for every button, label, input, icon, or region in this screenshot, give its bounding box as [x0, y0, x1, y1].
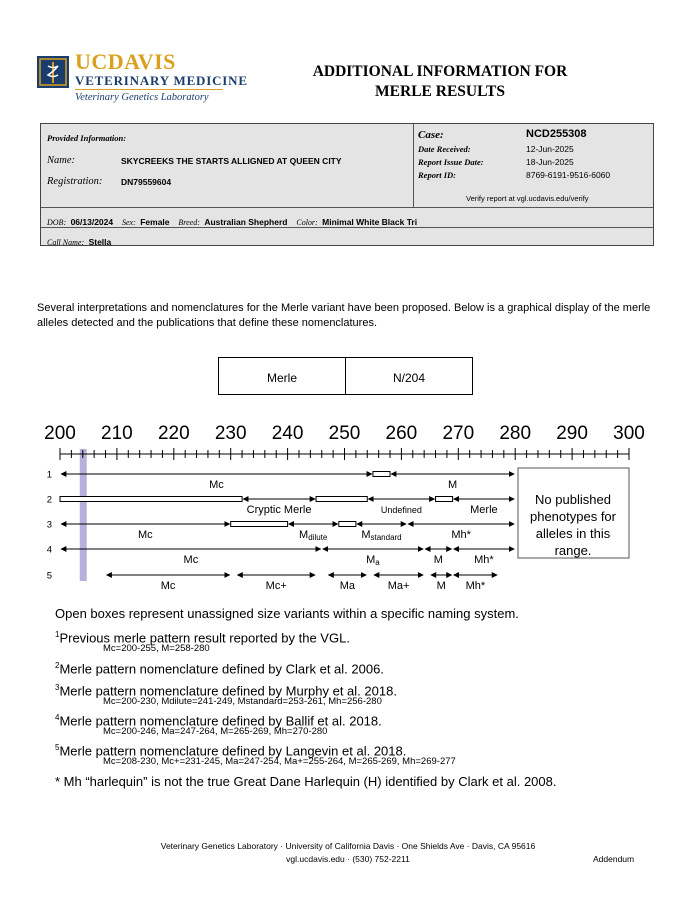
allele-range-label: Merle — [470, 504, 498, 516]
axis-tick-label: 220 — [157, 423, 190, 444]
title-line-2: MERLE RESULTS — [375, 83, 505, 100]
logo-rule — [75, 89, 223, 90]
footnote-3: $^3$Merle pattern nomenclature defined by Murphy et al. 2018. — [55, 683, 397, 699]
dob-value: 06/13/2024 — [70, 217, 114, 227]
allele-range-label: Mc — [183, 554, 199, 566]
breed-value: Australian Shepherd — [204, 217, 288, 227]
footer-address: Veterinary Genetics Laboratory · University of California Davis · One Shields Ave · Davis, CA 95616 — [160, 841, 536, 851]
callname-value: Stella — [88, 237, 112, 247]
report-issue-value: 18-Jun-2025 — [526, 157, 574, 167]
date-received-value: 12-Jun-2025 — [526, 144, 574, 154]
mh-harlequin-note: * Mh “harlequin” is not the true Great Dane Harlequin (H) identified by Clark et al. 2008. — [55, 774, 557, 789]
allele-range-label: M — [433, 554, 443, 566]
footnote-3-detail: Mc=200-230, Mdilute=241-249, Mstandard=253-261, Mh=256-280 — [103, 696, 382, 707]
allele-range-label: Ma+ — [387, 580, 410, 592]
footnote-4: $^4$Merle pattern nomenclature defined by Ballif et al. 2018. — [55, 713, 382, 729]
case-value: NCD255308 — [526, 128, 587, 140]
allele-range-label: Mc — [138, 529, 153, 541]
allele-range-label: Mdilute — [299, 529, 328, 542]
allele-range-label: Mh* — [451, 529, 471, 541]
sex-value: Female — [140, 217, 170, 227]
axis-tick-label: 270 — [442, 423, 475, 444]
allele-range-label: Ma — [339, 580, 355, 592]
provided-info-label: Provided Information: — [47, 133, 127, 143]
unassigned-size-box — [373, 472, 390, 477]
axis-tick-label: 280 — [499, 423, 532, 444]
allele-range-label: Mh* — [465, 580, 486, 592]
report-id-value: 8769-6191-9516-6060 — [526, 170, 611, 180]
axis-tick-label: 210 — [101, 423, 133, 444]
open-boxes-note: Open boxes represent unassigned size variants within a specific naming system. — [55, 606, 519, 621]
allele-range-label: M — [448, 479, 458, 491]
breed-label: Breed: — [178, 218, 200, 227]
allele-range-label: Mc+ — [265, 580, 287, 592]
registration-value: DN79559604 — [121, 177, 172, 187]
no-data-note: No published phenotypes for alleles in this range. — [529, 492, 617, 558]
allele-range-label: Cryptic Merle — [246, 504, 312, 516]
footnote-2: $^2$Merle pattern nomenclature defined by Clark et al. 2006. — [55, 661, 384, 677]
unassigned-size-box — [436, 497, 453, 502]
date-received-label: Date Received: — [418, 144, 471, 154]
color-value: Minimal White Black Tri — [322, 217, 418, 227]
axis-tick-label: 250 — [328, 423, 361, 444]
footnote-1: $^1$Previous merle pattern result reported by the VGL. — [55, 630, 350, 646]
logo-wordmark: UCDAVIS — [75, 49, 176, 74]
intro-paragraph: Several interpretations and nomenclatures for the Merle variant have been proposed. Below is a graphical display of the merle alleles detected and the publications that define these nomenclatures. — [37, 302, 651, 329]
row-number: 3 — [46, 519, 52, 531]
result-label: Merle — [266, 371, 297, 385]
merle-allele-diagram — [0, 415, 696, 600]
axis-tick-label: 200 — [44, 423, 76, 444]
row-number: 4 — [46, 544, 52, 556]
report-issue-label: Report Issue Date: — [418, 157, 484, 167]
color-label: Color: — [296, 218, 318, 227]
allele-range-label: Mstandard — [361, 529, 402, 542]
name-value: SKYCREEKS THE STARTS ALLIGNED AT QUEEN CITY — [121, 156, 342, 166]
detected-allele-highlight — [80, 449, 87, 581]
document-title — [270, 62, 610, 102]
footnote-5: $^5$Merle pattern nomenclature defined by Langevin et al. 2018. — [55, 743, 407, 759]
logo-lab-name: Veterinary Genetics Laboratory — [75, 92, 209, 103]
axis-tick-label: 230 — [214, 423, 247, 444]
name-label: Name: — [47, 155, 75, 166]
result-value: N/204 — [392, 371, 426, 385]
axis-tick-label: 240 — [271, 423, 304, 444]
verify-link[interactable]: Verify report at vgl.ucdavis.edu/verify — [466, 194, 589, 203]
registration-label: Registration: — [47, 176, 103, 187]
allele-range-label: M — [436, 580, 446, 592]
unassigned-size-box — [339, 522, 356, 527]
dog-details-row — [47, 212, 417, 230]
footnote-4-detail: Mc=200-246, Ma=247-264, M=265-269, Mh=270-280 — [103, 726, 328, 737]
footer-contact: vgl.ucdavis.edu · (530) 752-2211 — [286, 854, 410, 864]
allele-range-label: Undefined — [380, 505, 422, 515]
unassigned-size-box — [316, 497, 367, 502]
call-name-row — [47, 232, 111, 250]
unassigned-size-box — [60, 497, 242, 502]
callname-label: Call Name: — [47, 238, 85, 247]
axis-tick-label: 290 — [556, 423, 588, 444]
provided-information-box — [40, 123, 654, 246]
allele-range-label: Mc — [209, 479, 224, 491]
row-number: 1 — [46, 469, 52, 481]
logo-school-name: VETERINARY MEDICINE — [75, 73, 248, 88]
allele-range-label: Mc — [160, 580, 176, 592]
axis-tick-label: 300 — [613, 423, 645, 444]
uc-davis-seal-icon — [37, 56, 69, 88]
allele-range-label: Ma — [366, 554, 380, 567]
report-id-label: Report ID: — [418, 170, 457, 180]
title-line-1: ADDITIONAL INFORMATION FOR — [312, 63, 568, 80]
row-number: 5 — [46, 570, 52, 582]
row-number: 2 — [46, 494, 52, 506]
case-label: Case: — [418, 129, 444, 141]
footnote-1-detail: Mc=200-255, M=258-280 — [103, 643, 210, 654]
addendum-label: Addendum — [593, 854, 635, 864]
allele-range-label: Mh* — [474, 554, 494, 566]
axis-tick-label: 260 — [385, 423, 418, 444]
footnote-5-detail: Mc=208-230, Mc+=231-245, Ma=247-254, Ma+=255-264, M=265-269, Mh=269-277 — [103, 756, 456, 767]
sex-label: Sex: — [122, 218, 136, 227]
dob-label: DOB: — [47, 218, 67, 227]
unassigned-size-box — [231, 522, 288, 527]
